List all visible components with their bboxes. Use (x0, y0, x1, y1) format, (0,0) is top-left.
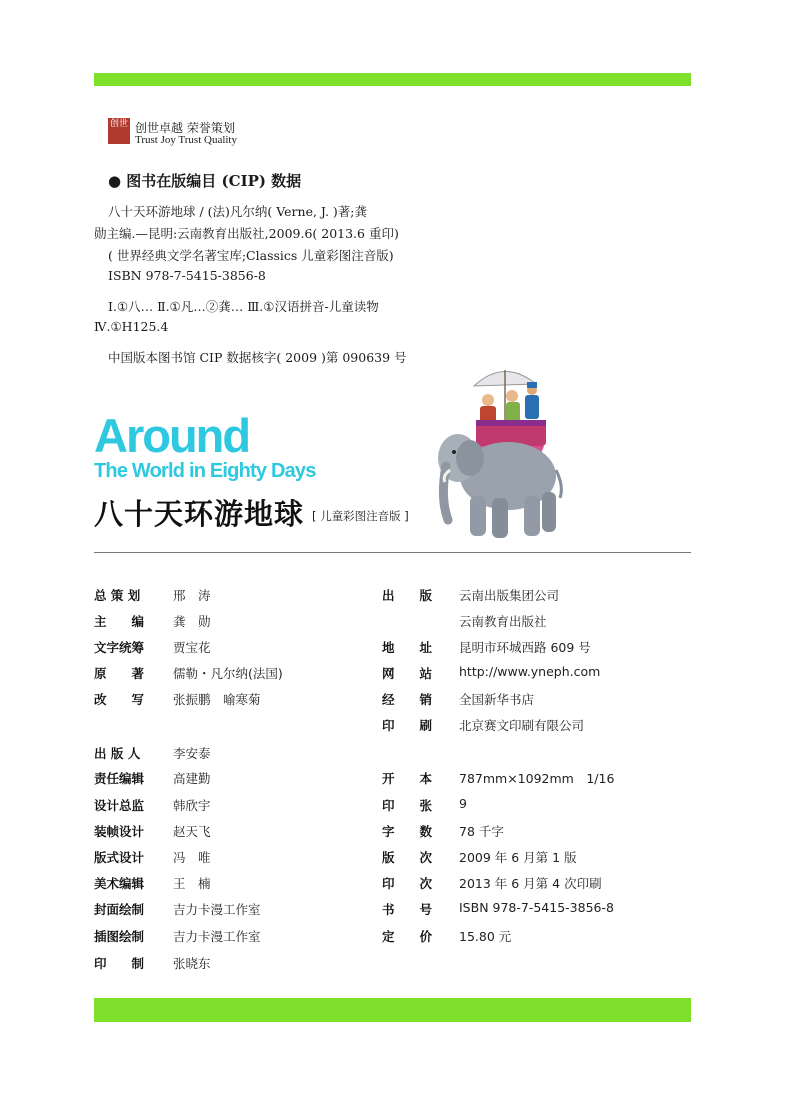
credit-label: 定 价 (382, 929, 433, 944)
credit-label: 开 本 (382, 771, 433, 786)
credit-label: 主 编 (94, 614, 145, 629)
credit-value: 787mm×1092mm 1/16 (459, 771, 615, 786)
title-english-sub: The World in Eighty Days (94, 460, 316, 482)
credit-label: 出 版 (382, 588, 433, 603)
logo-english-slogan: Trust Joy Trust Quality (135, 134, 237, 146)
credit-label: 插图绘制 (94, 929, 145, 944)
credit-value: 吉力卡漫工作室 (173, 902, 261, 917)
credit-value: 冯 唯 (173, 850, 211, 865)
credit-value: 北京赛文印刷有限公司 (459, 718, 585, 733)
cip-heading: ● 图书在版编目 (CIP) 数据 (108, 172, 302, 190)
bottom-green-bar (94, 998, 691, 1022)
credit-value: ISBN 978-7-5415-3856-8 (459, 900, 614, 915)
credit-label: 字 数 (382, 824, 433, 839)
cip-line: 中国版本图书馆 CIP 数据核字( 2009 )第 090639 号 (108, 350, 407, 365)
credit-value: 高建勤 (173, 771, 211, 786)
credit-value: 张晓东 (173, 956, 211, 971)
credit-value: 张振鹏 喻寒菊 (173, 692, 261, 707)
credit-label: 文字统筹 (94, 640, 145, 655)
cip-line: Ⅰ.①八… Ⅱ.①凡…②龚… Ⅲ.①汉语拼音-儿童读物 (108, 299, 379, 314)
website-value: http://www.yneph.com (459, 664, 601, 679)
publisher-seal-logo (108, 118, 130, 144)
elephant-illustration (436, 358, 566, 543)
seal-text: 创世 (109, 119, 128, 129)
credit-value: 全国新华书店 (459, 692, 535, 707)
credit-value: 云南出版集团公司 (459, 588, 560, 603)
credit-value: 2009 年 6 月第 1 版 (459, 850, 577, 865)
credit-value: 韩欣宇 (173, 798, 211, 813)
credit-label: 印 制 (94, 956, 145, 971)
credit-value: 儒勒・凡尔纳(法国) (173, 666, 283, 681)
credit-label: 经 销 (382, 692, 433, 707)
title-english-main: Around (94, 409, 250, 462)
cip-line: 八十天环游地球 / (法)凡尔纳( Verne, J. )著;龚 (108, 204, 367, 219)
cip-line: ISBN 978-7-5415-3856-8 (108, 268, 266, 283)
credit-label: 装帧设计 (94, 824, 145, 839)
credit-label: 改 写 (94, 692, 145, 707)
credit-label: 印 刷 (382, 718, 433, 733)
credit-label: 责任编辑 (94, 771, 145, 786)
credit-value: 2013 年 6 月第 4 次印刷 (459, 876, 602, 891)
credit-value: 15.80 元 (459, 929, 512, 944)
cip-line: 勋主编.—昆明:云南教育出版社,2009.6( 2013.6 重印) (94, 226, 399, 241)
credit-label: 封面绘制 (94, 902, 145, 917)
credit-value: 78 千字 (459, 824, 504, 839)
credit-value: 昆明市环城西路 609 号 (459, 640, 591, 655)
credit-label: 地 址 (382, 640, 433, 655)
credit-value: 贾宝花 (173, 640, 211, 655)
credit-label: 版 次 (382, 850, 433, 865)
cip-line: Ⅳ.①H125.4 (94, 319, 169, 334)
credit-label: 美术编辑 (94, 876, 145, 891)
credit-value: 吉力卡漫工作室 (173, 929, 261, 944)
cip-line: ( 世界经典文学名著宝库;Classics 儿童彩图注音版) (108, 248, 394, 263)
credit-value: 王 楠 (173, 876, 211, 891)
credit-label: 印 张 (382, 798, 433, 813)
credit-value: 龚 勋 (173, 614, 211, 629)
credit-label: 印 次 (382, 876, 433, 891)
logo-chinese-slogan: 创世卓越 荣誉策划 (135, 121, 235, 135)
top-green-bar (94, 73, 691, 86)
credit-label: 书 号 (382, 902, 433, 917)
credit-value: 李安泰 (173, 746, 211, 761)
title-chinese: 八十天环游地球 (94, 497, 305, 531)
credit-value: 邢 涛 (173, 588, 211, 603)
credit-value: 9 (459, 796, 467, 811)
credit-label: 版式设计 (94, 850, 145, 865)
edition-label: [ 儿童彩图注音版 ] (312, 509, 409, 523)
credit-label: 网 站 (382, 666, 433, 681)
divider-line (94, 552, 691, 553)
credit-label: 设计总监 (94, 798, 145, 813)
credit-value: 云南教育出版社 (459, 614, 547, 629)
credit-label: 出 版 人 (94, 746, 141, 761)
credit-value: 赵天飞 (173, 824, 211, 839)
credit-label: 原 著 (94, 666, 145, 681)
credit-label: 总 策 划 (94, 588, 141, 603)
